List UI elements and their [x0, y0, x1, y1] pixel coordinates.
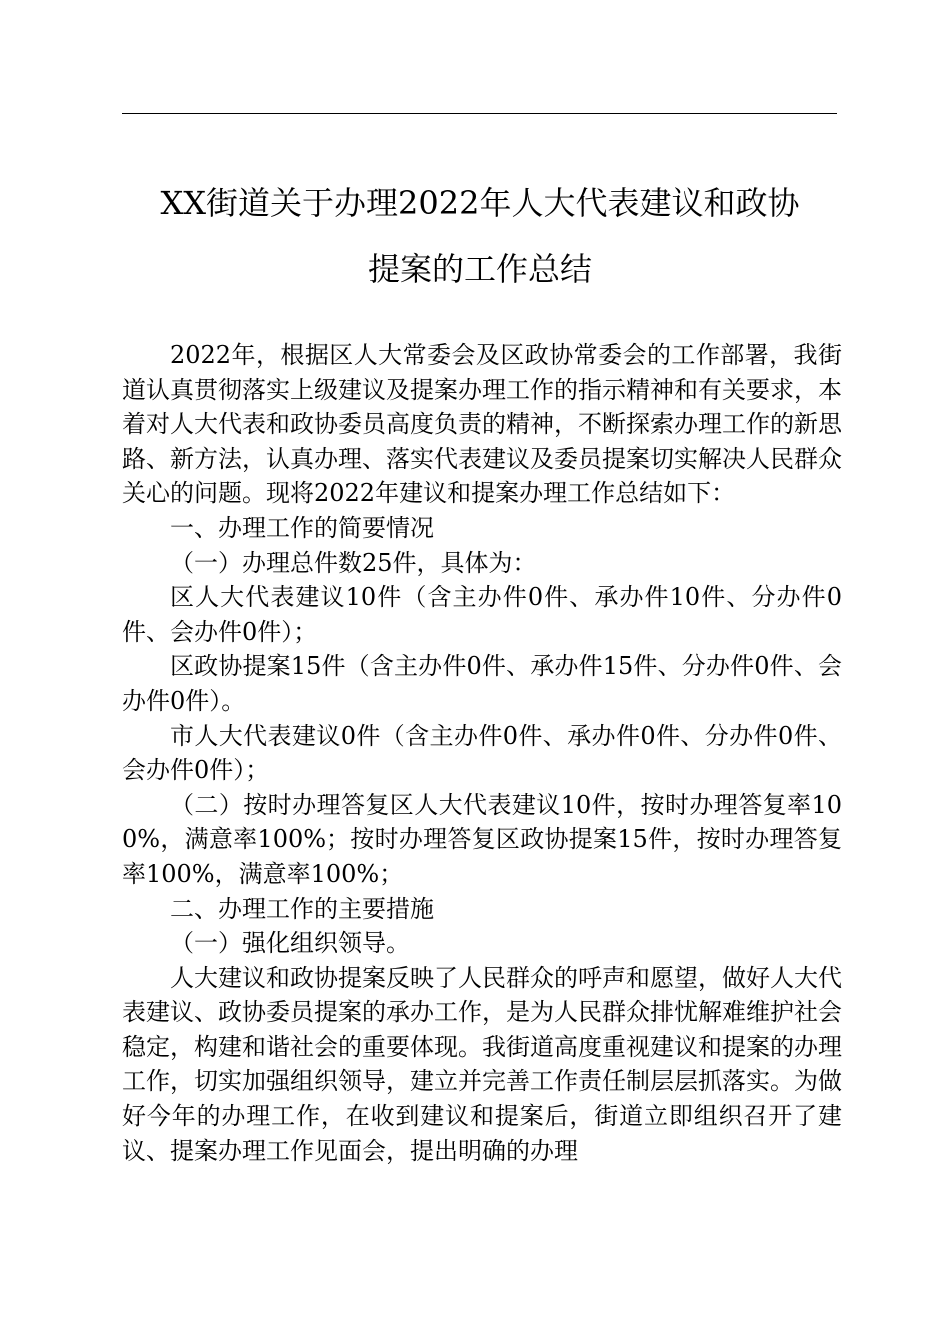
- subsection-heading-2-1: （一）强化组织领导。: [170, 929, 410, 958]
- paragraph-district-cppcc: 区政协提案15件（含主办件0件、承办件15件、分办件0件、会办件0件）。: [122, 652, 842, 715]
- header-rule: [122, 113, 837, 114]
- paragraph-intro: 2022年，根据区人大常委会及区政协常委会的工作部署，我街道认真贯彻落实上级建议及提案办理工作的指示精神和有关要求，本着对人大代表和政协委员高度负责的精神，不断探索办理工作的新思路、新方法，认真办理、落实代表建议及委员提案切实解决人民群众关心的问题。现将2022年建议和提案办理工作总结如下：: [122, 341, 842, 508]
- title-line-2: 提案的工作总结: [367, 250, 592, 288]
- section-heading-1: 一、办理工作的简要情况: [170, 513, 434, 542]
- subsection-heading-1-1: （一）办理总件数25件，具体为：: [170, 548, 537, 577]
- document-title: [100, 170, 860, 302]
- paragraph-city-npc: 市人大代表建议0件（含主办件0件、承办件0件、分办件0件、会办件0件）；: [122, 721, 842, 785]
- section-heading-2: 二、办理工作的主要措施: [170, 894, 434, 923]
- document-body: [122, 338, 842, 1168]
- paragraph-response-rate: （二）按时办理答复区人大代表建议10件，按时办理答复率100%，满意率100%；按时办理答复区政协提案15件，按时办理答复率100%，满意率100%；: [122, 790, 842, 888]
- paragraph-organization: 人大建议和政协提案反映了人民群众的呼声和愿望，做好人大代表建议、政协委员提案的承办工作，是为人民群众排忧解难维护社会稳定，构建和谐社会的重要体现。我街道高度重视建议和提案的办理工作，切实加强组织领导，建立并完善工作责任制层层抓落实。为做好今年的办理工作，在收到建议和提案后，街道立即组织召开了建议、提案办理工作见面会，提出明确的办理: [122, 963, 842, 1165]
- title-line-1: XX街道关于办理2022年人大代表建议和政协: [160, 184, 800, 222]
- paragraph-district-npc: 区人大代表建议10件（含主办件0件、承办件10件、分办件0件、会办件0件）；: [122, 583, 842, 646]
